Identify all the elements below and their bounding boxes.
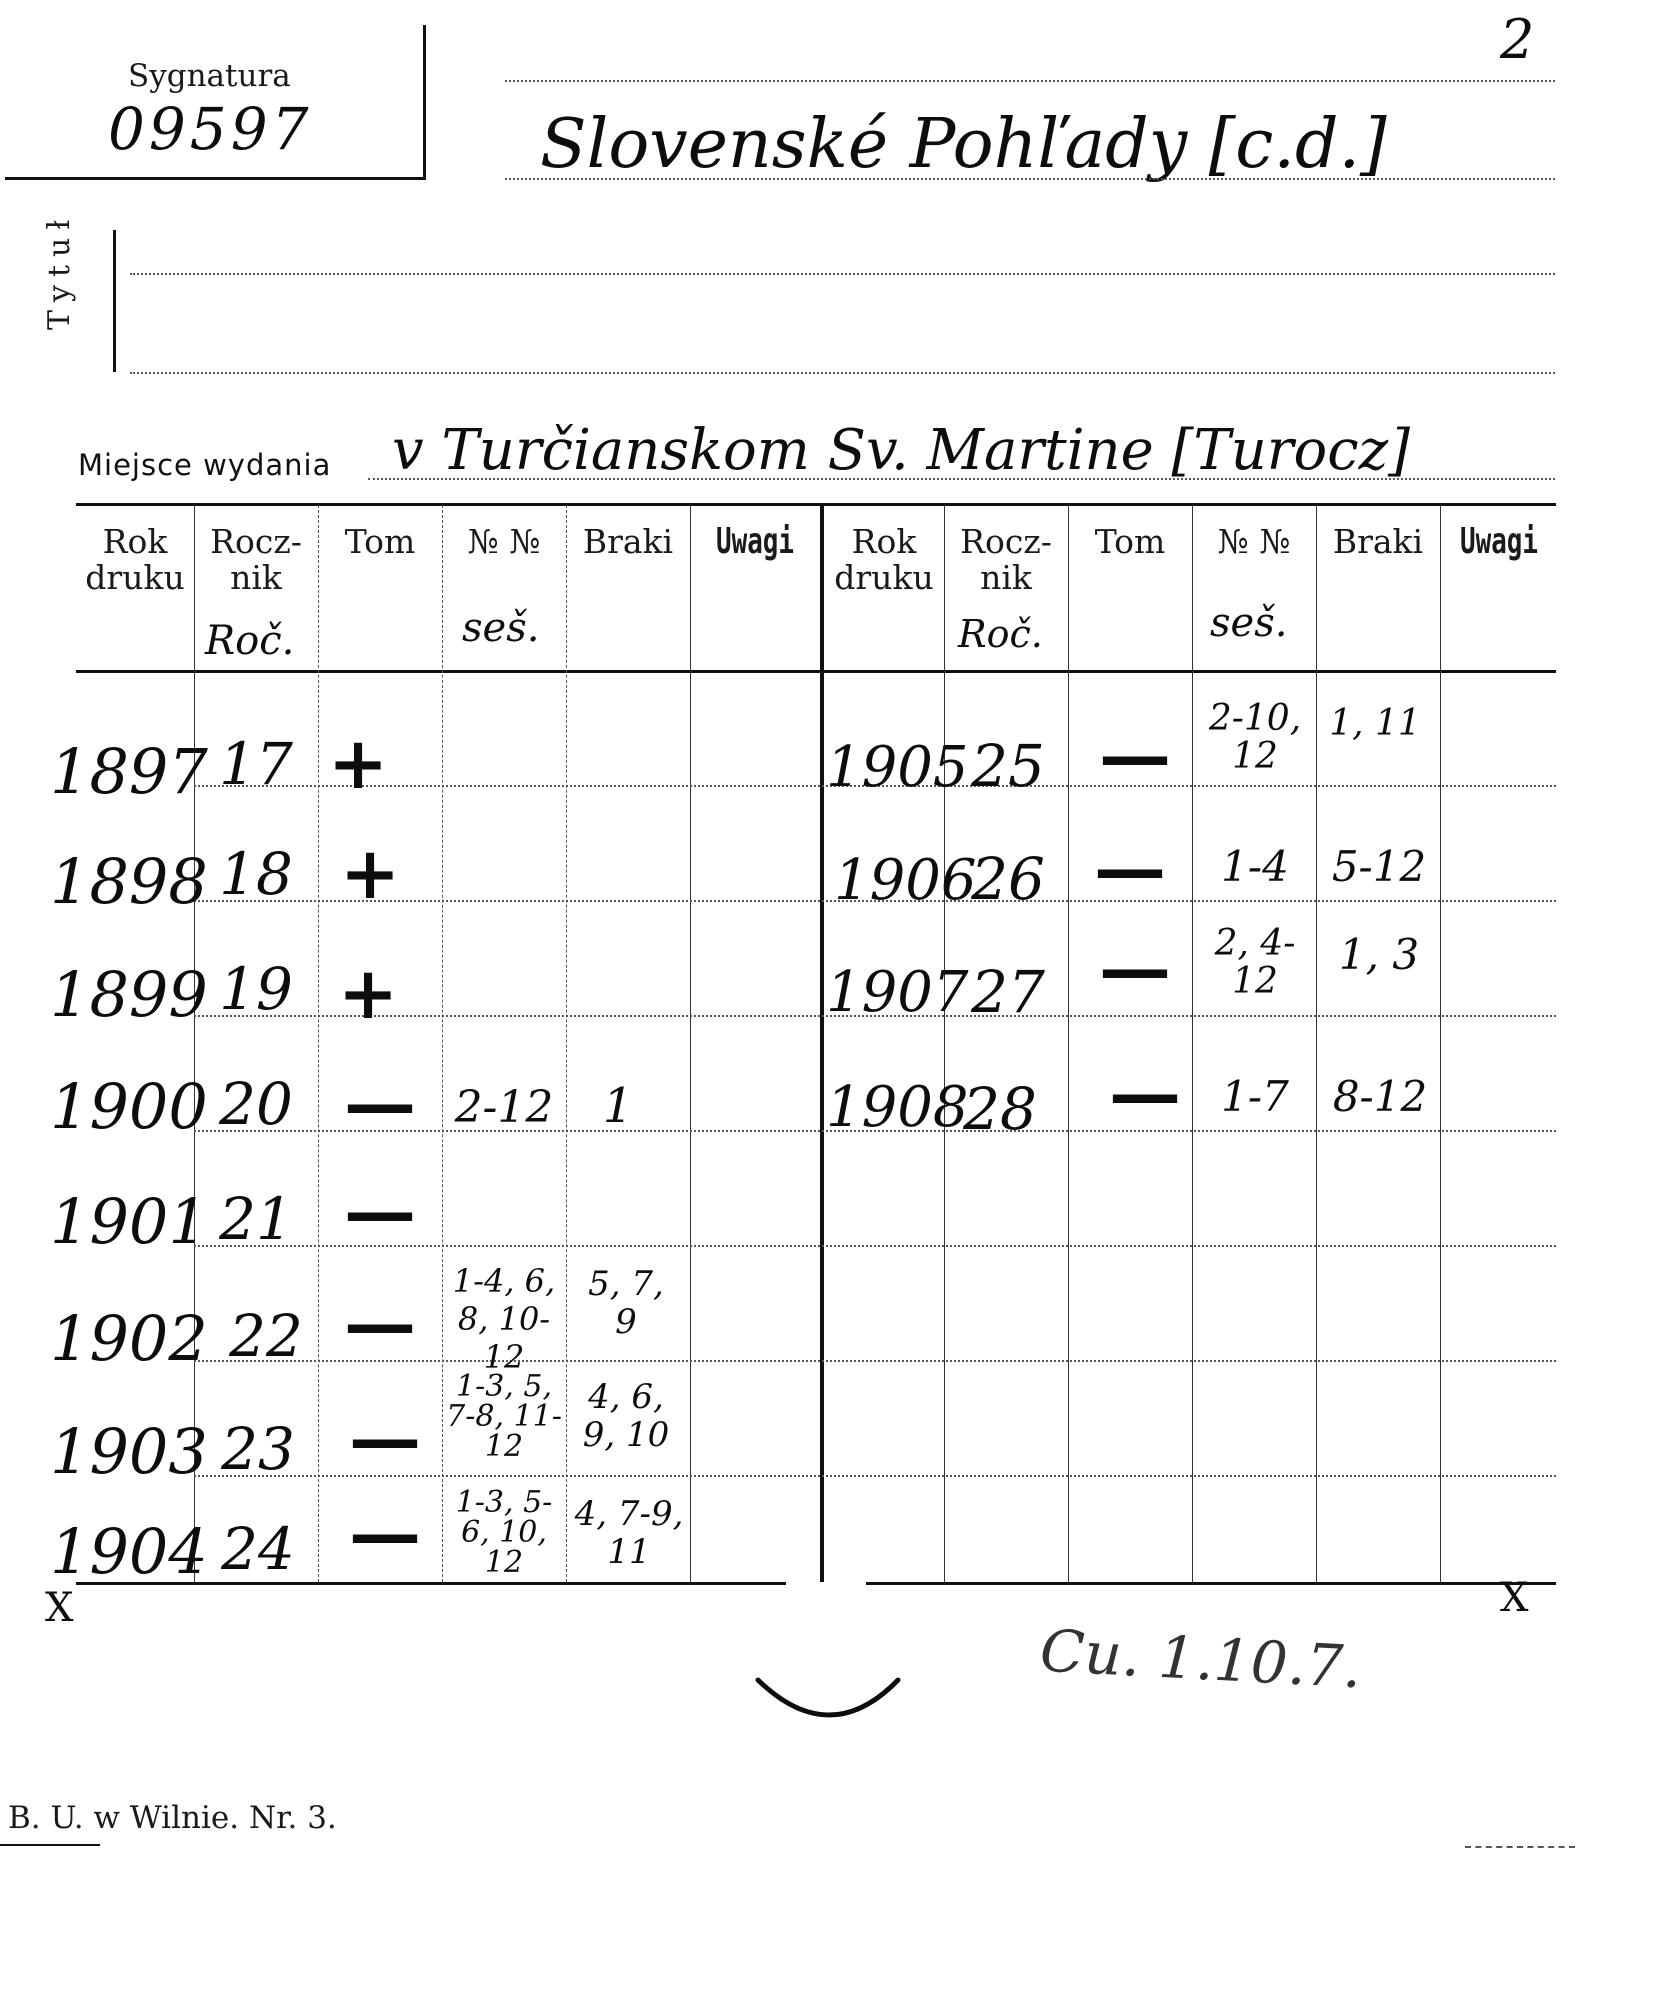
table-top-rule	[76, 503, 1556, 506]
table-center-divider	[820, 505, 824, 1582]
tom-cell: —	[349, 1490, 421, 1575]
col-line	[566, 505, 567, 1582]
missing-cell: 1, 11	[1329, 703, 1421, 744]
col-line	[1192, 505, 1193, 1582]
header-uwagi-right: Uwagi	[1459, 521, 1539, 562]
title-dotline-2	[505, 178, 1555, 180]
year-cell: 1900	[50, 1070, 208, 1143]
year-cell: 1904	[50, 1515, 208, 1588]
signature-divider	[423, 25, 426, 180]
missing-cell: 5-12	[1331, 842, 1427, 891]
volume-cell: 20	[219, 1070, 293, 1138]
tom-cell: —	[1109, 1050, 1181, 1135]
col-line	[690, 505, 691, 1582]
volume-cell: 25	[971, 732, 1045, 800]
cross-mark-right: X	[1500, 1575, 1529, 1621]
year-cell: 1903	[50, 1415, 208, 1488]
title-dotline-3	[130, 273, 1555, 275]
volume-cell: 22	[229, 1302, 303, 1370]
col-line	[944, 505, 945, 1582]
page-number: 2	[1500, 8, 1535, 71]
place-label: Miejsce wydania	[78, 448, 332, 482]
header-rocznik-left: Rocz-nik	[210, 522, 302, 597]
header-braki-right: Braki	[1332, 522, 1424, 561]
missing-cell: 1, 3	[1338, 930, 1420, 979]
col-line	[1068, 505, 1069, 1582]
cross-mark-left: X	[45, 1585, 74, 1631]
header-braki-left: Braki	[582, 522, 674, 561]
volume-cell: 18	[219, 840, 293, 908]
title-label-bar	[113, 230, 116, 372]
tom-cell: +	[327, 720, 389, 805]
year-cell: 1897	[50, 735, 208, 808]
header-numery-hand-left: seš.	[462, 605, 540, 651]
header-tom-right: Tom	[1094, 522, 1166, 561]
year-cell: 1901	[50, 1185, 208, 1258]
numbers-cell: 1-4, 6, 8, 10-12	[452, 1262, 556, 1376]
tom-cell: —	[349, 1395, 421, 1480]
header-rocznik-hand-left: Roč.	[205, 618, 295, 664]
header-rok-left: Rok druku	[85, 522, 185, 597]
header-uwagi-left: Uwagi	[715, 521, 795, 562]
footer-underline	[0, 1844, 100, 1846]
volume-cell: 26	[971, 845, 1045, 913]
volume-cell: 21	[219, 1185, 293, 1253]
numbers-cell: 1-3, 5, 7-8, 11-12	[446, 1369, 562, 1464]
col-line	[318, 505, 319, 1582]
tom-cell: —	[344, 1060, 416, 1145]
numbers-cell: 1-4	[1221, 842, 1289, 891]
header-rocznik-right: Rocz-nik	[960, 522, 1052, 597]
title-label: Tytuł	[42, 211, 77, 330]
volume-cell: 23	[221, 1415, 295, 1483]
missing-cell: 4, 6, 9, 10	[582, 1377, 670, 1455]
footer-text: B. U. w Wilnie. Nr. 3.	[8, 1800, 337, 1836]
volume-cell: 17	[219, 730, 293, 798]
tom-cell: —	[344, 1168, 416, 1253]
title-dotline-4	[130, 372, 1555, 374]
year-cell: 1907	[826, 960, 969, 1025]
header-tom-left: Tom	[344, 522, 416, 561]
numbers-cell: 2, 4-12	[1214, 923, 1296, 1002]
curve-mark	[750, 1670, 910, 1740]
missing-cell: 8-12	[1332, 1072, 1428, 1121]
tom-cell: +	[337, 950, 399, 1035]
missing-cell: 1	[602, 1078, 634, 1134]
col-line	[1316, 505, 1317, 1582]
numbers-cell: 1-7	[1221, 1072, 1289, 1121]
numbers-cell: 2-10, 12	[1208, 698, 1302, 777]
tom-cell: —	[344, 1280, 416, 1365]
col-line	[1440, 505, 1441, 1582]
tom-cell: —	[1099, 925, 1171, 1010]
volume-cell: 19	[219, 955, 293, 1023]
year-cell: 1899	[50, 958, 208, 1031]
header-numery-hand-right: seš.	[1210, 600, 1288, 646]
tom-cell: +	[339, 830, 401, 915]
year-cell: 1908	[826, 1075, 969, 1140]
volume-cell: 27	[971, 958, 1045, 1026]
header-numery-right: № №	[1217, 522, 1291, 561]
numbers-cell: 2-12	[454, 1082, 554, 1133]
year-cell: 1898	[50, 845, 208, 918]
missing-cell: 5, 7, 9	[588, 1264, 664, 1342]
numbers-cell: 1-3, 5-6, 10, 12	[455, 1485, 553, 1580]
header-numery-left: № №	[467, 522, 541, 561]
header-rok-right: Rok druku	[834, 522, 934, 597]
table-header-rule	[76, 670, 1556, 673]
year-cell: 1902	[50, 1302, 208, 1375]
table-bottom-rule-right	[866, 1582, 1556, 1585]
signature-baseline	[5, 177, 425, 180]
bottom-note: Cu. 1.10.7.	[1038, 1616, 1364, 1702]
signature-label: Sygnatura	[128, 58, 291, 94]
volume-cell: 24	[221, 1515, 295, 1583]
title-dotline-1	[505, 80, 1555, 82]
title-value: Slovenské Pohľady [c.d.]	[540, 105, 1387, 184]
tom-cell: —	[1099, 712, 1171, 797]
place-value: v Turčianskom Sv. Martine [Turocz]	[392, 418, 1410, 483]
footer-right-line	[1465, 1846, 1575, 1848]
year-cell: 1906	[834, 848, 977, 913]
volume-cell: 28	[963, 1075, 1037, 1143]
year-cell: 1905	[826, 735, 969, 800]
missing-cell: 4, 7-9, 11	[574, 1494, 684, 1572]
signature-value: 09597	[108, 95, 313, 163]
tom-cell: —	[1094, 825, 1166, 910]
header-rocznik-hand-right: Roč.	[958, 612, 1043, 656]
